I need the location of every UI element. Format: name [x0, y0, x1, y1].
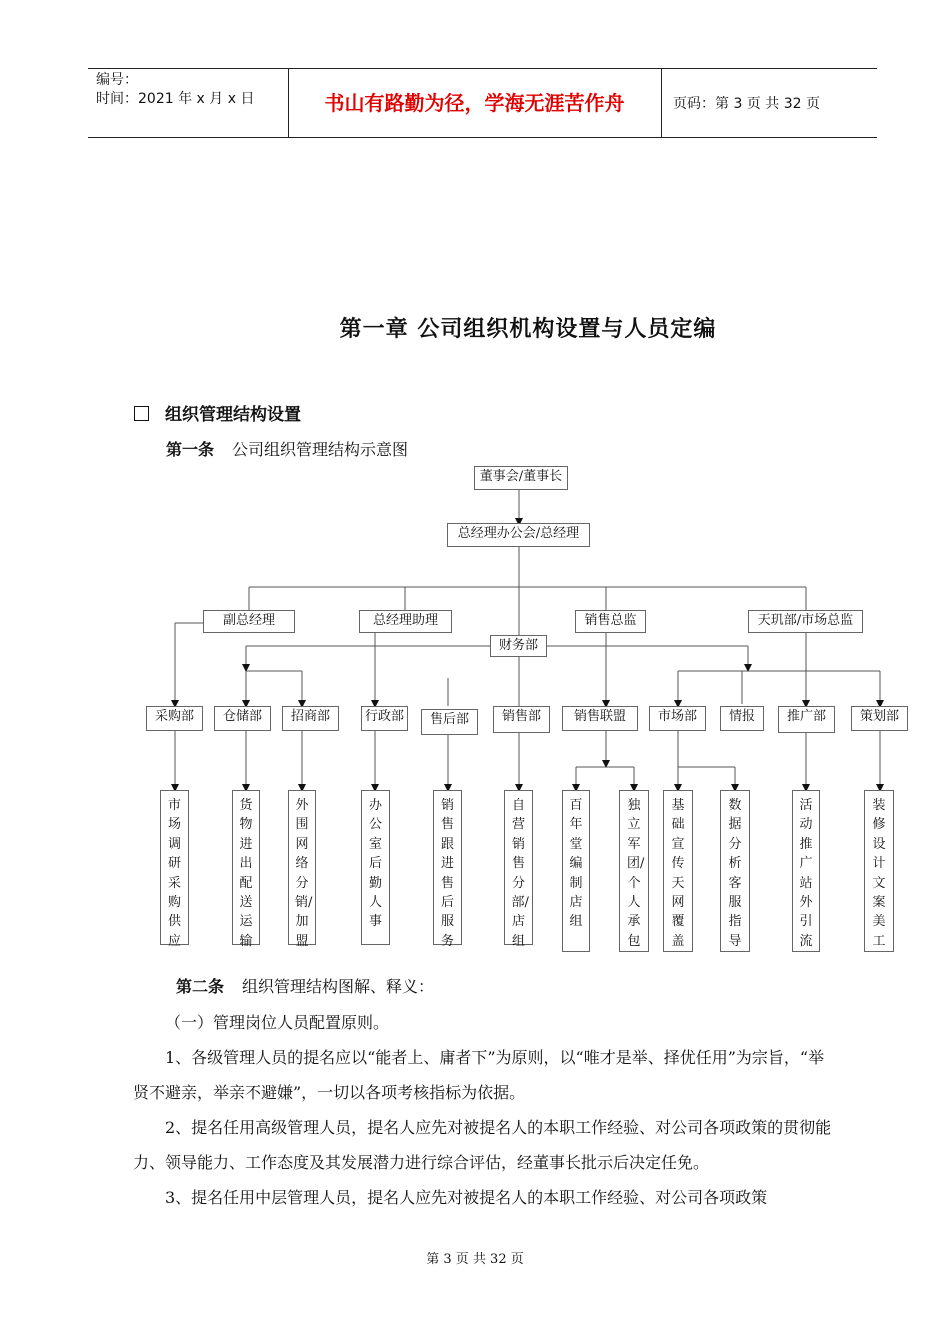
org-dept-intelligence: 情报	[720, 706, 764, 731]
org-dept-admin: 行政部	[361, 706, 408, 731]
org-dept-planning: 策划部	[851, 706, 908, 731]
org-duty-box: 销售跟进售后服务	[433, 790, 462, 945]
org-dept-market: 市场部	[649, 706, 706, 731]
org-node-gm-assistant: 总经理助理	[359, 610, 452, 633]
org-node-marketing-director: 天玑部/市场总监	[748, 610, 863, 633]
org-duty-box: 活动推广站外引流	[792, 790, 820, 952]
org-duty-box: 自营销售分部/店组	[504, 790, 533, 945]
section-title: 组织管理结构设置	[165, 405, 301, 425]
org-node-sales-director: 销售总监	[575, 610, 646, 633]
page-footer: 第 3 页 共 32 页	[426, 1252, 524, 1267]
org-duty-box: 百年堂编制 店组	[562, 790, 590, 952]
org-dept-after-sales: 售后部	[421, 709, 478, 735]
org-duty-box: 数据分析客服指导	[720, 790, 750, 952]
org-node-board: 董事会/董事长	[474, 466, 568, 490]
paragraph: 1、各级管理人员的提名应以“能者上、庸者下”为原则，以“唯才是举、择优任用”为宗旨，“举贤不避亲，举亲不避嫌”，一切以各项考核指标为依据。	[133, 1048, 825, 1102]
paragraph: 2、提名任用高级管理人员，提名人应先对被提名人的本职工作经验、对公司各项政策的贯彻能力、领导能力、工作态度及其发展潜力进行综合评估，经董事长批示后决定任免。	[133, 1118, 832, 1172]
article-2	[176, 974, 434, 997]
org-dept-promotion: 推广部	[778, 706, 835, 733]
article-1-text: 公司组织管理结构示意图	[232, 440, 409, 459]
org-duty-box: 装修设计文案美工	[864, 790, 894, 952]
paragraph: 3、提名任用中层管理人员，提名人应先对被提名人的本职工作经验、对公司各项政策	[165, 1188, 768, 1207]
org-duty-box: 货物进出配送运输	[232, 790, 260, 945]
chapter-title: 第一章 公司组织机构设置与人员定编	[339, 317, 717, 342]
org-dept-sales-alliance: 销售联盟	[562, 706, 638, 731]
org-dept-sales: 销售部	[493, 706, 550, 733]
header-motto: 书山有路勤为径，学海无涯苦作舟	[324, 91, 625, 115]
article-2-label: 第二条	[176, 977, 225, 996]
article-2-text: 组织管理结构图解、释义：	[242, 977, 435, 996]
org-duty-box: 市场调研采购供应	[160, 790, 189, 945]
subheading: （一）管理岗位人员配置原则。	[165, 1013, 390, 1032]
org-duty-box: 办公室 后勤人事	[361, 790, 390, 945]
org-node-finance: 财务部	[490, 635, 547, 657]
header-page-info: 页码：第 3 页 共 32 页	[673, 96, 820, 112]
body-text	[133, 1005, 833, 1215]
doc-number-label: 编号：	[96, 72, 138, 88]
article-1-label: 第一条	[166, 440, 215, 459]
org-duty-box: 外围网络分销/加盟	[288, 790, 316, 945]
org-node-general-manager: 总经理办公会/总经理	[447, 523, 590, 547]
org-dept-purchasing: 采购部	[146, 706, 203, 731]
org-duty-box: 基础宣传天网覆盖	[663, 790, 693, 952]
org-node-deputy-gm: 副总经理	[203, 610, 295, 633]
org-dept-warehouse: 仓储部	[214, 706, 271, 731]
org-dept-investment: 招商部	[282, 706, 339, 731]
org-duty-box: 独立军团/个人承包	[619, 790, 649, 952]
doc-time-label: 时间：2021 年 x 月 x 日	[96, 91, 255, 107]
